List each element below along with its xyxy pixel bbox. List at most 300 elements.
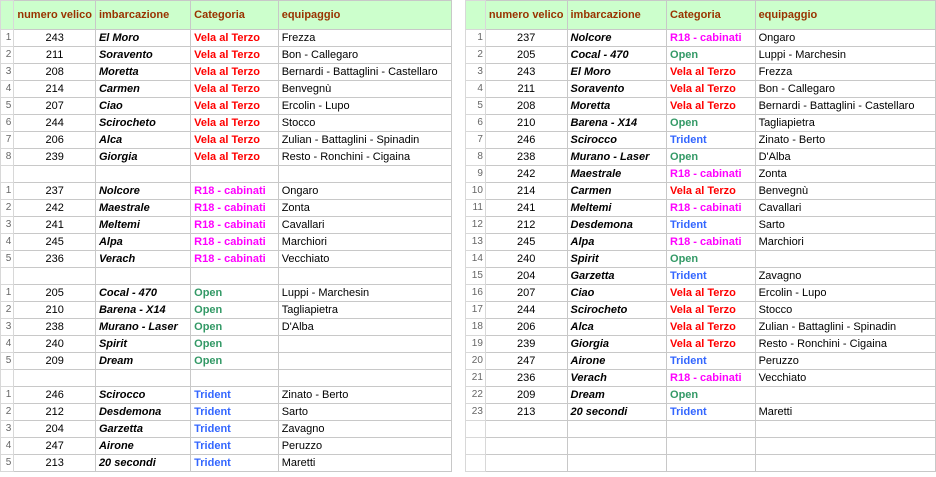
sheet-gap (452, 0, 465, 477)
boat-name-cell[interactable]: Scirocco (95, 387, 190, 404)
boat-name-cell[interactable]: Carmen (567, 183, 667, 200)
boat-name-cell[interactable] (567, 438, 667, 455)
crew-cell[interactable]: Bon - Callegaro (755, 81, 935, 98)
category-cell[interactable]: Vela al Terzo (667, 285, 756, 302)
row-number-cell[interactable]: 1 (466, 30, 486, 47)
category-cell[interactable]: Vela al Terzo (667, 302, 756, 319)
category-cell[interactable]: Trident (667, 353, 756, 370)
row-number-cell[interactable] (466, 438, 486, 455)
table-row (1, 404, 452, 421)
sail-number-cell[interactable]: 240 (485, 251, 567, 268)
category-cell[interactable]: R18 - cabinati (191, 234, 279, 251)
category-cell[interactable]: Vela al Terzo (667, 319, 756, 336)
crew-cell[interactable]: Stocco (755, 302, 935, 319)
category-cell[interactable]: R18 - cabinati (667, 30, 756, 47)
header-categoria[interactable]: Categoria (191, 1, 279, 30)
category-cell[interactable]: Trident (667, 268, 756, 285)
category-cell[interactable] (191, 166, 279, 183)
sail-number-cell[interactable]: 240 (14, 336, 96, 353)
category-cell[interactable]: Open (191, 285, 279, 302)
row-number-cell[interactable]: 2 (1, 404, 14, 421)
right-table (465, 0, 936, 472)
sail-number-cell[interactable]: 210 (485, 115, 567, 132)
crew-cell[interactable] (755, 421, 935, 438)
crew-cell[interactable]: Vecchiato (755, 370, 935, 387)
crew-cell[interactable]: Zonta (755, 166, 935, 183)
boat-name-cell[interactable]: Soravento (95, 47, 190, 64)
boat-name-cell[interactable]: Nolcore (567, 30, 667, 47)
row-number-cell[interactable]: 5 (1, 98, 14, 115)
crew-cell[interactable]: Marchiori (755, 234, 935, 251)
category-cell[interactable]: Open (667, 47, 756, 64)
sail-number-cell[interactable] (485, 438, 567, 455)
category-cell[interactable]: Vela al Terzo (667, 98, 756, 115)
crew-cell[interactable]: Ongaro (755, 30, 935, 47)
boat-name-cell[interactable]: Ciao (567, 285, 667, 302)
category-cell[interactable]: Trident (667, 217, 756, 234)
sail-number-cell[interactable]: 208 (14, 64, 96, 81)
category-cell[interactable]: Vela al Terzo (191, 149, 279, 166)
row-number-cell[interactable]: 19 (466, 336, 486, 353)
table-row (1, 166, 452, 183)
table-row (1, 98, 452, 115)
sail-number-cell[interactable]: 237 (485, 30, 567, 47)
sail-number-cell[interactable]: 238 (14, 319, 96, 336)
row-number-cell[interactable]: 21 (466, 370, 486, 387)
boat-name-cell[interactable]: Scirocco (567, 132, 667, 149)
boat-name-cell[interactable]: Airone (567, 353, 667, 370)
category-cell[interactable]: Trident (667, 132, 756, 149)
sail-number-cell[interactable]: 242 (485, 166, 567, 183)
corner-cell[interactable] (466, 1, 486, 30)
sail-number-cell[interactable]: 212 (485, 217, 567, 234)
sail-number-cell[interactable] (485, 421, 567, 438)
category-cell[interactable]: Open (191, 302, 279, 319)
row-number-cell[interactable]: 23 (466, 404, 486, 421)
row-number-cell[interactable]: 3 (466, 64, 486, 81)
sail-number-cell[interactable]: 245 (485, 234, 567, 251)
boat-name-cell[interactable]: Garzetta (567, 268, 667, 285)
row-number-cell[interactable]: 4 (1, 81, 14, 98)
sail-number-cell[interactable]: 206 (485, 319, 567, 336)
crew-cell[interactable]: Tagliapietra (755, 115, 935, 132)
row-number-cell[interactable]: 2 (1, 302, 14, 319)
crew-cell[interactable]: Ercolin - Lupo (755, 285, 935, 302)
table-row (1, 30, 452, 47)
row-number-cell[interactable]: 22 (466, 387, 486, 404)
crew-cell[interactable]: Maretti (278, 455, 451, 472)
sail-number-cell[interactable]: 213 (14, 455, 96, 472)
table-row (466, 98, 936, 115)
crew-cell[interactable]: Bernardi - Battaglini - Castellaro (755, 98, 935, 115)
crew-cell[interactable]: Ercolin - Lupo (278, 98, 451, 115)
row-number-cell[interactable]: 1 (1, 183, 14, 200)
category-cell[interactable]: R18 - cabinati (667, 200, 756, 217)
row-number-cell[interactable]: 1 (1, 387, 14, 404)
row-number-cell[interactable]: 5 (466, 98, 486, 115)
sail-number-cell[interactable] (14, 166, 96, 183)
category-cell[interactable]: Vela al Terzo (667, 81, 756, 98)
header-numero-velico[interactable]: numero velico (485, 1, 567, 30)
sail-number-cell[interactable] (14, 370, 96, 387)
sail-number-cell[interactable]: 238 (485, 149, 567, 166)
category-cell[interactable] (667, 421, 756, 438)
boat-name-cell[interactable]: Alpa (95, 234, 190, 251)
sail-number-cell[interactable]: 245 (14, 234, 96, 251)
table-row (1, 47, 452, 64)
category-cell[interactable]: Vela al Terzo (191, 81, 279, 98)
table-row (1, 183, 452, 200)
sail-number-cell[interactable]: 247 (14, 438, 96, 455)
row-number-cell[interactable]: 3 (1, 217, 14, 234)
sail-number-cell[interactable] (14, 268, 96, 285)
right-spreadsheet (465, 0, 936, 472)
category-cell[interactable]: Trident (191, 438, 279, 455)
category-cell[interactable]: R18 - cabinati (667, 234, 756, 251)
boat-name-cell[interactable]: Desdemona (567, 217, 667, 234)
sail-number-cell[interactable]: 236 (485, 370, 567, 387)
crew-cell[interactable]: Resto - Ronchini - Cigaina (755, 336, 935, 353)
header-equipaggio[interactable]: equipaggio (755, 1, 935, 30)
row-number-cell[interactable]: 14 (466, 251, 486, 268)
sail-number-cell[interactable]: 205 (485, 47, 567, 64)
category-cell[interactable]: R18 - cabinati (667, 370, 756, 387)
row-number-cell[interactable]: 5 (1, 251, 14, 268)
crew-cell[interactable]: Frezza (278, 30, 451, 47)
table-row (1, 336, 452, 353)
crew-cell[interactable]: Benvegnù (755, 183, 935, 200)
crew-cell[interactable]: Cavallari (278, 217, 451, 234)
row-number-cell[interactable]: 2 (466, 47, 486, 64)
crew-cell[interactable]: Maretti (755, 404, 935, 421)
table-row (466, 64, 936, 81)
boat-name-cell[interactable]: Airone (95, 438, 190, 455)
boat-name-cell[interactable]: Dream (567, 387, 667, 404)
table-row (1, 438, 452, 455)
row-number-cell[interactable]: 3 (1, 64, 14, 81)
sail-number-cell[interactable]: 246 (14, 387, 96, 404)
category-cell[interactable]: Trident (191, 421, 279, 438)
boat-name-cell[interactable]: Moretta (95, 64, 190, 81)
boat-name-cell[interactable]: Meltemi (567, 200, 667, 217)
boat-name-cell[interactable]: Alca (95, 132, 190, 149)
sail-number-cell[interactable]: 204 (485, 268, 567, 285)
crew-cell[interactable]: Bon - Callegaro (278, 47, 451, 64)
header-imbarcazione[interactable]: imbarcazione (95, 1, 190, 30)
header-equipaggio[interactable]: equipaggio (278, 1, 451, 30)
row-number-cell[interactable]: 4 (466, 81, 486, 98)
sail-number-cell[interactable]: 206 (14, 132, 96, 149)
boat-name-cell[interactable]: Desdemona (95, 404, 190, 421)
crew-cell[interactable]: Marchiori (278, 234, 451, 251)
boat-name-cell[interactable]: Alca (567, 319, 667, 336)
crew-cell[interactable]: Zulian - Battaglini - Spinadin (278, 132, 451, 149)
boat-name-cell[interactable]: Carmen (95, 81, 190, 98)
left-table-body (1, 30, 452, 472)
sail-number-cell[interactable]: 205 (14, 285, 96, 302)
row-number-cell[interactable]: 2 (1, 47, 14, 64)
crew-cell[interactable]: Zinato - Berto (755, 132, 935, 149)
category-cell[interactable]: R18 - cabinati (191, 217, 279, 234)
category-cell[interactable]: Trident (667, 404, 756, 421)
header-row (1, 1, 452, 30)
boat-name-cell[interactable]: Murano - Laser (95, 319, 190, 336)
boat-name-cell[interactable]: 20 secondi (567, 404, 667, 421)
boat-name-cell[interactable]: Verach (567, 370, 667, 387)
crew-cell[interactable]: D'Alba (278, 319, 451, 336)
boat-name-cell[interactable]: Giorgia (567, 336, 667, 353)
corner-cell[interactable] (1, 1, 14, 30)
crew-cell[interactable]: Vecchiato (278, 251, 451, 268)
crew-cell[interactable]: Luppi - Marchesin (278, 285, 451, 302)
boat-name-cell[interactable]: Maestrale (95, 200, 190, 217)
boat-name-cell[interactable]: Spirit (567, 251, 667, 268)
boat-name-cell[interactable]: Alpa (567, 234, 667, 251)
category-cell[interactable]: Vela al Terzo (191, 115, 279, 132)
row-number-cell[interactable]: 17 (466, 302, 486, 319)
table-row (466, 387, 936, 404)
sail-number-cell[interactable]: 212 (14, 404, 96, 421)
row-number-cell[interactable]: 5 (1, 455, 14, 472)
row-number-cell[interactable]: 13 (466, 234, 486, 251)
category-cell[interactable]: Open (191, 319, 279, 336)
table-row (466, 336, 936, 353)
sail-number-cell[interactable]: 214 (485, 183, 567, 200)
boat-name-cell[interactable]: Garzetta (95, 421, 190, 438)
category-cell[interactable]: Open (667, 149, 756, 166)
crew-cell[interactable]: Zavagno (755, 268, 935, 285)
category-cell[interactable]: Open (667, 387, 756, 404)
crew-cell[interactable]: D'Alba (755, 149, 935, 166)
crew-cell[interactable]: Zinato - Berto (278, 387, 451, 404)
crew-cell[interactable] (278, 336, 451, 353)
sail-number-cell[interactable]: 246 (485, 132, 567, 149)
row-number-cell[interactable] (1, 370, 14, 387)
sail-number-cell[interactable]: 210 (14, 302, 96, 319)
crew-cell[interactable] (755, 251, 935, 268)
sail-number-cell[interactable]: 247 (485, 353, 567, 370)
category-cell[interactable]: Vela al Terzo (667, 64, 756, 81)
boat-name-cell[interactable]: El Moro (95, 30, 190, 47)
row-number-cell[interactable] (1, 268, 14, 285)
row-number-cell[interactable]: 6 (466, 115, 486, 132)
row-number-cell[interactable] (1, 166, 14, 183)
crew-cell[interactable]: Sarto (278, 404, 451, 421)
boat-name-cell[interactable]: Ciao (95, 98, 190, 115)
sail-number-cell[interactable]: 236 (14, 251, 96, 268)
sail-number-cell[interactable]: 244 (485, 302, 567, 319)
category-cell[interactable]: Vela al Terzo (191, 64, 279, 81)
sail-number-cell[interactable]: 209 (14, 353, 96, 370)
crew-cell[interactable]: Tagliapietra (278, 302, 451, 319)
category-cell[interactable]: R18 - cabinati (191, 251, 279, 268)
sail-number-cell[interactable]: 243 (14, 30, 96, 47)
boat-name-cell[interactable]: Murano - Laser (567, 149, 667, 166)
boat-name-cell[interactable]: El Moro (567, 64, 667, 81)
sail-number-cell[interactable]: 241 (485, 200, 567, 217)
crew-cell[interactable]: Benvegnù (278, 81, 451, 98)
row-number-cell[interactable]: 16 (466, 285, 486, 302)
boat-name-cell[interactable]: Scirocheto (95, 115, 190, 132)
boat-name-cell[interactable]: Dream (95, 353, 190, 370)
boat-name-cell[interactable]: Verach (95, 251, 190, 268)
table-row (1, 115, 452, 132)
row-number-cell[interactable]: 9 (466, 166, 486, 183)
row-number-cell[interactable]: 2 (1, 200, 14, 217)
boat-name-cell[interactable] (567, 455, 667, 472)
header-numero-velico[interactable]: numero velico (14, 1, 96, 30)
crew-cell[interactable]: Zulian - Battaglini - Spinadin (755, 319, 935, 336)
row-number-cell[interactable]: 7 (466, 132, 486, 149)
sail-number-cell[interactable]: 239 (14, 149, 96, 166)
sail-number-cell[interactable]: 237 (14, 183, 96, 200)
row-number-cell[interactable]: 8 (466, 149, 486, 166)
row-number-cell[interactable]: 1 (1, 30, 14, 47)
crew-cell[interactable]: Stocco (278, 115, 451, 132)
row-number-cell[interactable]: 3 (1, 319, 14, 336)
crew-cell[interactable] (755, 438, 935, 455)
boat-name-cell[interactable]: 20 secondi (95, 455, 190, 472)
crew-cell[interactable]: Cavallari (755, 200, 935, 217)
table-row (1, 234, 452, 251)
row-number-cell[interactable]: 20 (466, 353, 486, 370)
crew-cell[interactable]: Bernardi - Battaglini - Castellaro (278, 64, 451, 81)
table-row (466, 183, 936, 200)
crew-cell[interactable]: Peruzzo (278, 438, 451, 455)
crew-cell[interactable] (278, 370, 451, 387)
row-number-cell[interactable]: 10 (466, 183, 486, 200)
row-number-cell[interactable]: 6 (1, 115, 14, 132)
category-cell[interactable]: R18 - cabinati (191, 200, 279, 217)
sail-number-cell[interactable]: 239 (485, 336, 567, 353)
category-cell[interactable]: R18 - cabinati (191, 183, 279, 200)
sail-number-cell[interactable]: 241 (14, 217, 96, 234)
row-number-cell[interactable]: 15 (466, 268, 486, 285)
boat-name-cell[interactable]: Spirit (95, 336, 190, 353)
row-number-cell[interactable]: 4 (1, 234, 14, 251)
header-row (466, 1, 936, 30)
category-cell[interactable]: Open (667, 115, 756, 132)
table-row (1, 149, 452, 166)
crew-cell[interactable]: Luppi - Marchesin (755, 47, 935, 64)
crew-cell[interactable]: Zonta (278, 200, 451, 217)
header-imbarcazione[interactable]: imbarcazione (567, 1, 667, 30)
row-number-cell[interactable]: 4 (1, 438, 14, 455)
sail-number-cell[interactable]: 242 (14, 200, 96, 217)
table-row (466, 81, 936, 98)
row-number-cell[interactable]: 18 (466, 319, 486, 336)
boat-name-cell[interactable]: Barena - X14 (567, 115, 667, 132)
crew-cell[interactable] (278, 353, 451, 370)
left-table (0, 0, 452, 472)
category-cell[interactable]: Trident (191, 404, 279, 421)
category-cell[interactable] (191, 268, 279, 285)
row-number-cell[interactable]: 3 (1, 421, 14, 438)
boat-name-cell[interactable]: Cocal - 470 (95, 285, 190, 302)
crew-cell[interactable]: Ongaro (278, 183, 451, 200)
sail-number-cell[interactable] (485, 455, 567, 472)
table-row (1, 319, 452, 336)
sail-number-cell[interactable]: 207 (485, 285, 567, 302)
row-number-cell[interactable]: 1 (1, 285, 14, 302)
sail-number-cell[interactable]: 211 (14, 47, 96, 64)
category-cell[interactable]: Vela al Terzo (191, 98, 279, 115)
table-row (1, 455, 452, 472)
crew-cell[interactable] (278, 166, 451, 183)
table-row (1, 421, 452, 438)
category-cell[interactable]: Vela al Terzo (191, 30, 279, 47)
crew-cell[interactable]: Resto - Ronchini - Cigaina (278, 149, 451, 166)
sail-number-cell[interactable]: 243 (485, 64, 567, 81)
category-cell[interactable]: Trident (191, 387, 279, 404)
boat-name-cell[interactable]: Scirocheto (567, 302, 667, 319)
category-cell[interactable]: R18 - cabinati (667, 166, 756, 183)
row-number-cell[interactable]: 11 (466, 200, 486, 217)
boat-name-cell[interactable]: Soravento (567, 81, 667, 98)
sail-number-cell[interactable]: 244 (14, 115, 96, 132)
boat-name-cell[interactable]: Cocal - 470 (567, 47, 667, 64)
boat-name-cell[interactable]: Giorgia (95, 149, 190, 166)
row-number-cell[interactable]: 7 (1, 132, 14, 149)
sail-number-cell[interactable]: 207 (14, 98, 96, 115)
sail-number-cell[interactable]: 204 (14, 421, 96, 438)
row-number-cell[interactable] (466, 455, 486, 472)
category-cell[interactable]: Open (191, 336, 279, 353)
boat-name-cell[interactable]: Nolcore (95, 183, 190, 200)
row-number-cell[interactable]: 5 (1, 353, 14, 370)
sail-number-cell[interactable]: 208 (485, 98, 567, 115)
table-row (1, 64, 452, 81)
boat-name-cell[interactable]: Barena - X14 (95, 302, 190, 319)
category-cell[interactable] (667, 438, 756, 455)
category-cell[interactable]: Open (191, 353, 279, 370)
boat-name-cell[interactable]: Maestrale (567, 166, 667, 183)
category-cell[interactable]: Vela al Terzo (191, 47, 279, 64)
category-cell[interactable]: Vela al Terzo (667, 336, 756, 353)
boat-name-cell[interactable] (95, 268, 190, 285)
row-number-cell[interactable]: 8 (1, 149, 14, 166)
boat-name-cell[interactable]: Moretta (567, 98, 667, 115)
boat-name-cell[interactable] (95, 166, 190, 183)
category-cell[interactable] (191, 370, 279, 387)
crew-cell[interactable] (755, 455, 935, 472)
sail-number-cell[interactable]: 213 (485, 404, 567, 421)
category-cell[interactable]: Trident (191, 455, 279, 472)
boat-name-cell[interactable] (567, 421, 667, 438)
row-number-cell[interactable]: 12 (466, 217, 486, 234)
sail-number-cell[interactable]: 214 (14, 81, 96, 98)
crew-cell[interactable]: Peruzzo (755, 353, 935, 370)
crew-cell[interactable] (278, 268, 451, 285)
boat-name-cell[interactable] (95, 370, 190, 387)
category-cell[interactable]: Vela al Terzo (191, 132, 279, 149)
category-cell[interactable]: Vela al Terzo (667, 183, 756, 200)
sail-number-cell[interactable]: 209 (485, 387, 567, 404)
crew-cell[interactable]: Zavagno (278, 421, 451, 438)
row-number-cell[interactable] (466, 421, 486, 438)
table-row (1, 251, 452, 268)
category-cell[interactable]: Open (667, 251, 756, 268)
category-cell[interactable] (667, 455, 756, 472)
boat-name-cell[interactable]: Meltemi (95, 217, 190, 234)
crew-cell[interactable]: Sarto (755, 217, 935, 234)
crew-cell[interactable] (755, 387, 935, 404)
crew-cell[interactable]: Frezza (755, 64, 935, 81)
row-number-cell[interactable]: 4 (1, 336, 14, 353)
table-row (466, 353, 936, 370)
header-categoria[interactable]: Categoria (667, 1, 756, 30)
sail-number-cell[interactable]: 211 (485, 81, 567, 98)
